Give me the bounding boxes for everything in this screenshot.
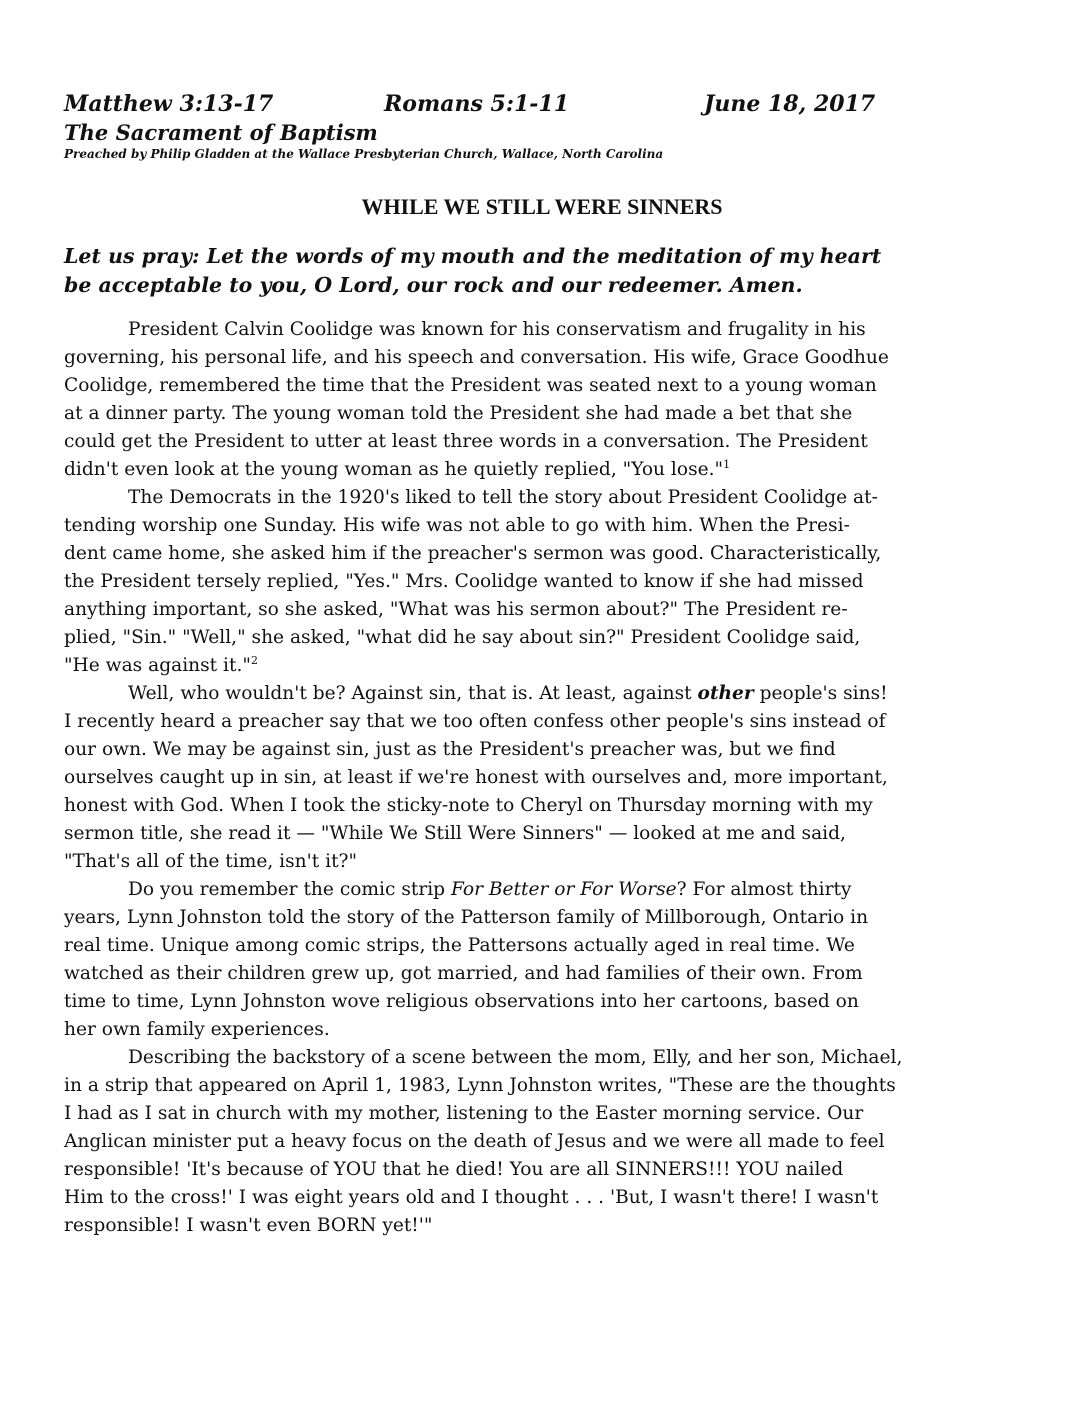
text-line-content: people's sins! [753, 683, 888, 704]
text-line-content: ? For almost thirty [676, 879, 852, 900]
paragraph-coolidge-bet [64, 316, 1020, 484]
prayer-line: be acceptable to you, O Lord, our rock and our redeemer. Amen. [64, 273, 803, 297]
text-line: Him to the cross!' I was eight years old and I thought . . . 'But, I wasn't there! I wasn't [64, 1187, 879, 1208]
text-line: her own family experiences. [64, 1019, 330, 1040]
paragraph-comic-strip [64, 876, 1020, 1044]
text-line: in a strip that appeared on April 1, 1983, Lynn Johnston writes, "These are the thoughts [64, 1075, 896, 1096]
text-line: I had as I sat in church with my mother, listening to the Easter morning service. Our [64, 1103, 864, 1124]
scripture-reference-1: Matthew 3:13-17 [64, 91, 274, 117]
text-line-content: Well, who wouldn't be? Against sin, that is. At least, against [128, 683, 698, 704]
footnote-mark[interactable]: 1 [723, 457, 731, 471]
opening-prayer [64, 242, 1020, 300]
text-line: Coolidge, remembered the time that the President was seated next to a young woman [64, 375, 877, 396]
text-line: responsible! 'It's because of YOU that he died! You are all SINNERS!!! YOU nailed [64, 1159, 844, 1180]
text-line: watched as their children grew up, got married, and had families of their own. From [64, 963, 863, 984]
text-line-content: didn't even look at the young woman as he quietly replied, "You lose." [64, 459, 724, 480]
text-line: tending worship one Sunday. His wife was not able to go with him. When the Presi- [64, 515, 850, 536]
text-line: "That's all of the time, isn't it?" [64, 851, 358, 872]
text-line: time to time, Lynn Johnston wove religious observations into her cartoons, based on [64, 991, 859, 1012]
text-line: ourselves caught up in sin, at least if we're honest with ourselves and, more important, [64, 767, 888, 788]
comic-strip-title: For Better or For Worse [451, 879, 677, 900]
text-line-content: "He was against it." [64, 655, 251, 676]
text-line-content: Do you remember the comic strip [128, 879, 451, 900]
text-line: Anglican minister put a heavy focus on the death of Jesus and we were all made to feel [64, 1131, 885, 1152]
text-line: responsible! I wasn't even BORN yet!'" [64, 1215, 433, 1236]
sermon-body [64, 316, 1020, 1240]
text-line: our own. We may be against sin, just as the President's preacher was, but we find [64, 739, 836, 760]
emphasized-word: other [697, 683, 754, 704]
text-line [64, 456, 1020, 484]
text-line: governing, his personal life, and his speech and conversation. His wife, Grace Goodhue [64, 347, 889, 368]
text-line: honest with God. When I took the sticky-note to Cheryl on Thursday morning with my [64, 795, 873, 816]
scripture-header-row [64, 88, 1020, 120]
text-line: President Calvin Coolidge was known for his conservatism and frugality in his [128, 319, 866, 340]
footnote-mark[interactable]: 2 [250, 653, 258, 667]
text-line: Describing the backstory of a scene between the mom, Elly, and her son, Michael, [128, 1047, 903, 1068]
preacher-attribution: Preached by Philip Gladden at the Wallace Presbyterian Church, Wallace, North Carolina [64, 147, 664, 161]
text-line: anything important, so she asked, "What was his sermon about?" The President re- [64, 599, 848, 620]
text-line: the President tersely replied, "Yes." Mrs. Coolidge wanted to know if she had missed [64, 571, 864, 592]
scripture-reference-2: Romans 5:1-11 [384, 91, 570, 117]
text-line [64, 680, 1020, 708]
text-line: could get the President to utter at least three words in a conversation. The President [64, 431, 868, 452]
paragraph-coolidge-sermon [64, 484, 1020, 680]
sermon-date: June 18, 2017 [704, 91, 876, 117]
text-line [64, 652, 1020, 680]
sermon-page [64, 88, 1020, 1240]
text-line [64, 876, 1020, 904]
text-line: The Democrats in the 1920's liked to tell the story about President Coolidge at- [128, 487, 878, 508]
text-line: sermon title, she read it — "While We Still Were Sinners" — looked at me and said, [64, 823, 846, 844]
paragraph-backstory [64, 1044, 1020, 1240]
paragraph-against-sin [64, 680, 1020, 876]
text-line: years, Lynn Johnston told the story of the Patterson family of Millborough, Ontario in [64, 907, 869, 928]
prayer-line: Let us pray: Let the words of my mouth and the meditation of my heart [64, 244, 882, 268]
text-line: I recently heard a preacher say that we too often confess other people's sins instead of [64, 711, 886, 732]
text-line: at a dinner party. The young woman told the President she had made a bet that she [64, 403, 853, 424]
occasion-title: The Sacrament of Baptism [64, 120, 378, 145]
text-line: plied, "Sin." "Well," she asked, "what did he say about sin?" President Coolidge said, [64, 627, 861, 648]
text-line: real time. Unique among comic strips, the Pattersons actually aged in real time. We [64, 935, 855, 956]
sermon-title: WHILE WE STILL WERE SINNERS [361, 194, 723, 219]
text-line: dent came home, she asked him if the preacher's sermon was good. Characteristically, [64, 543, 882, 564]
